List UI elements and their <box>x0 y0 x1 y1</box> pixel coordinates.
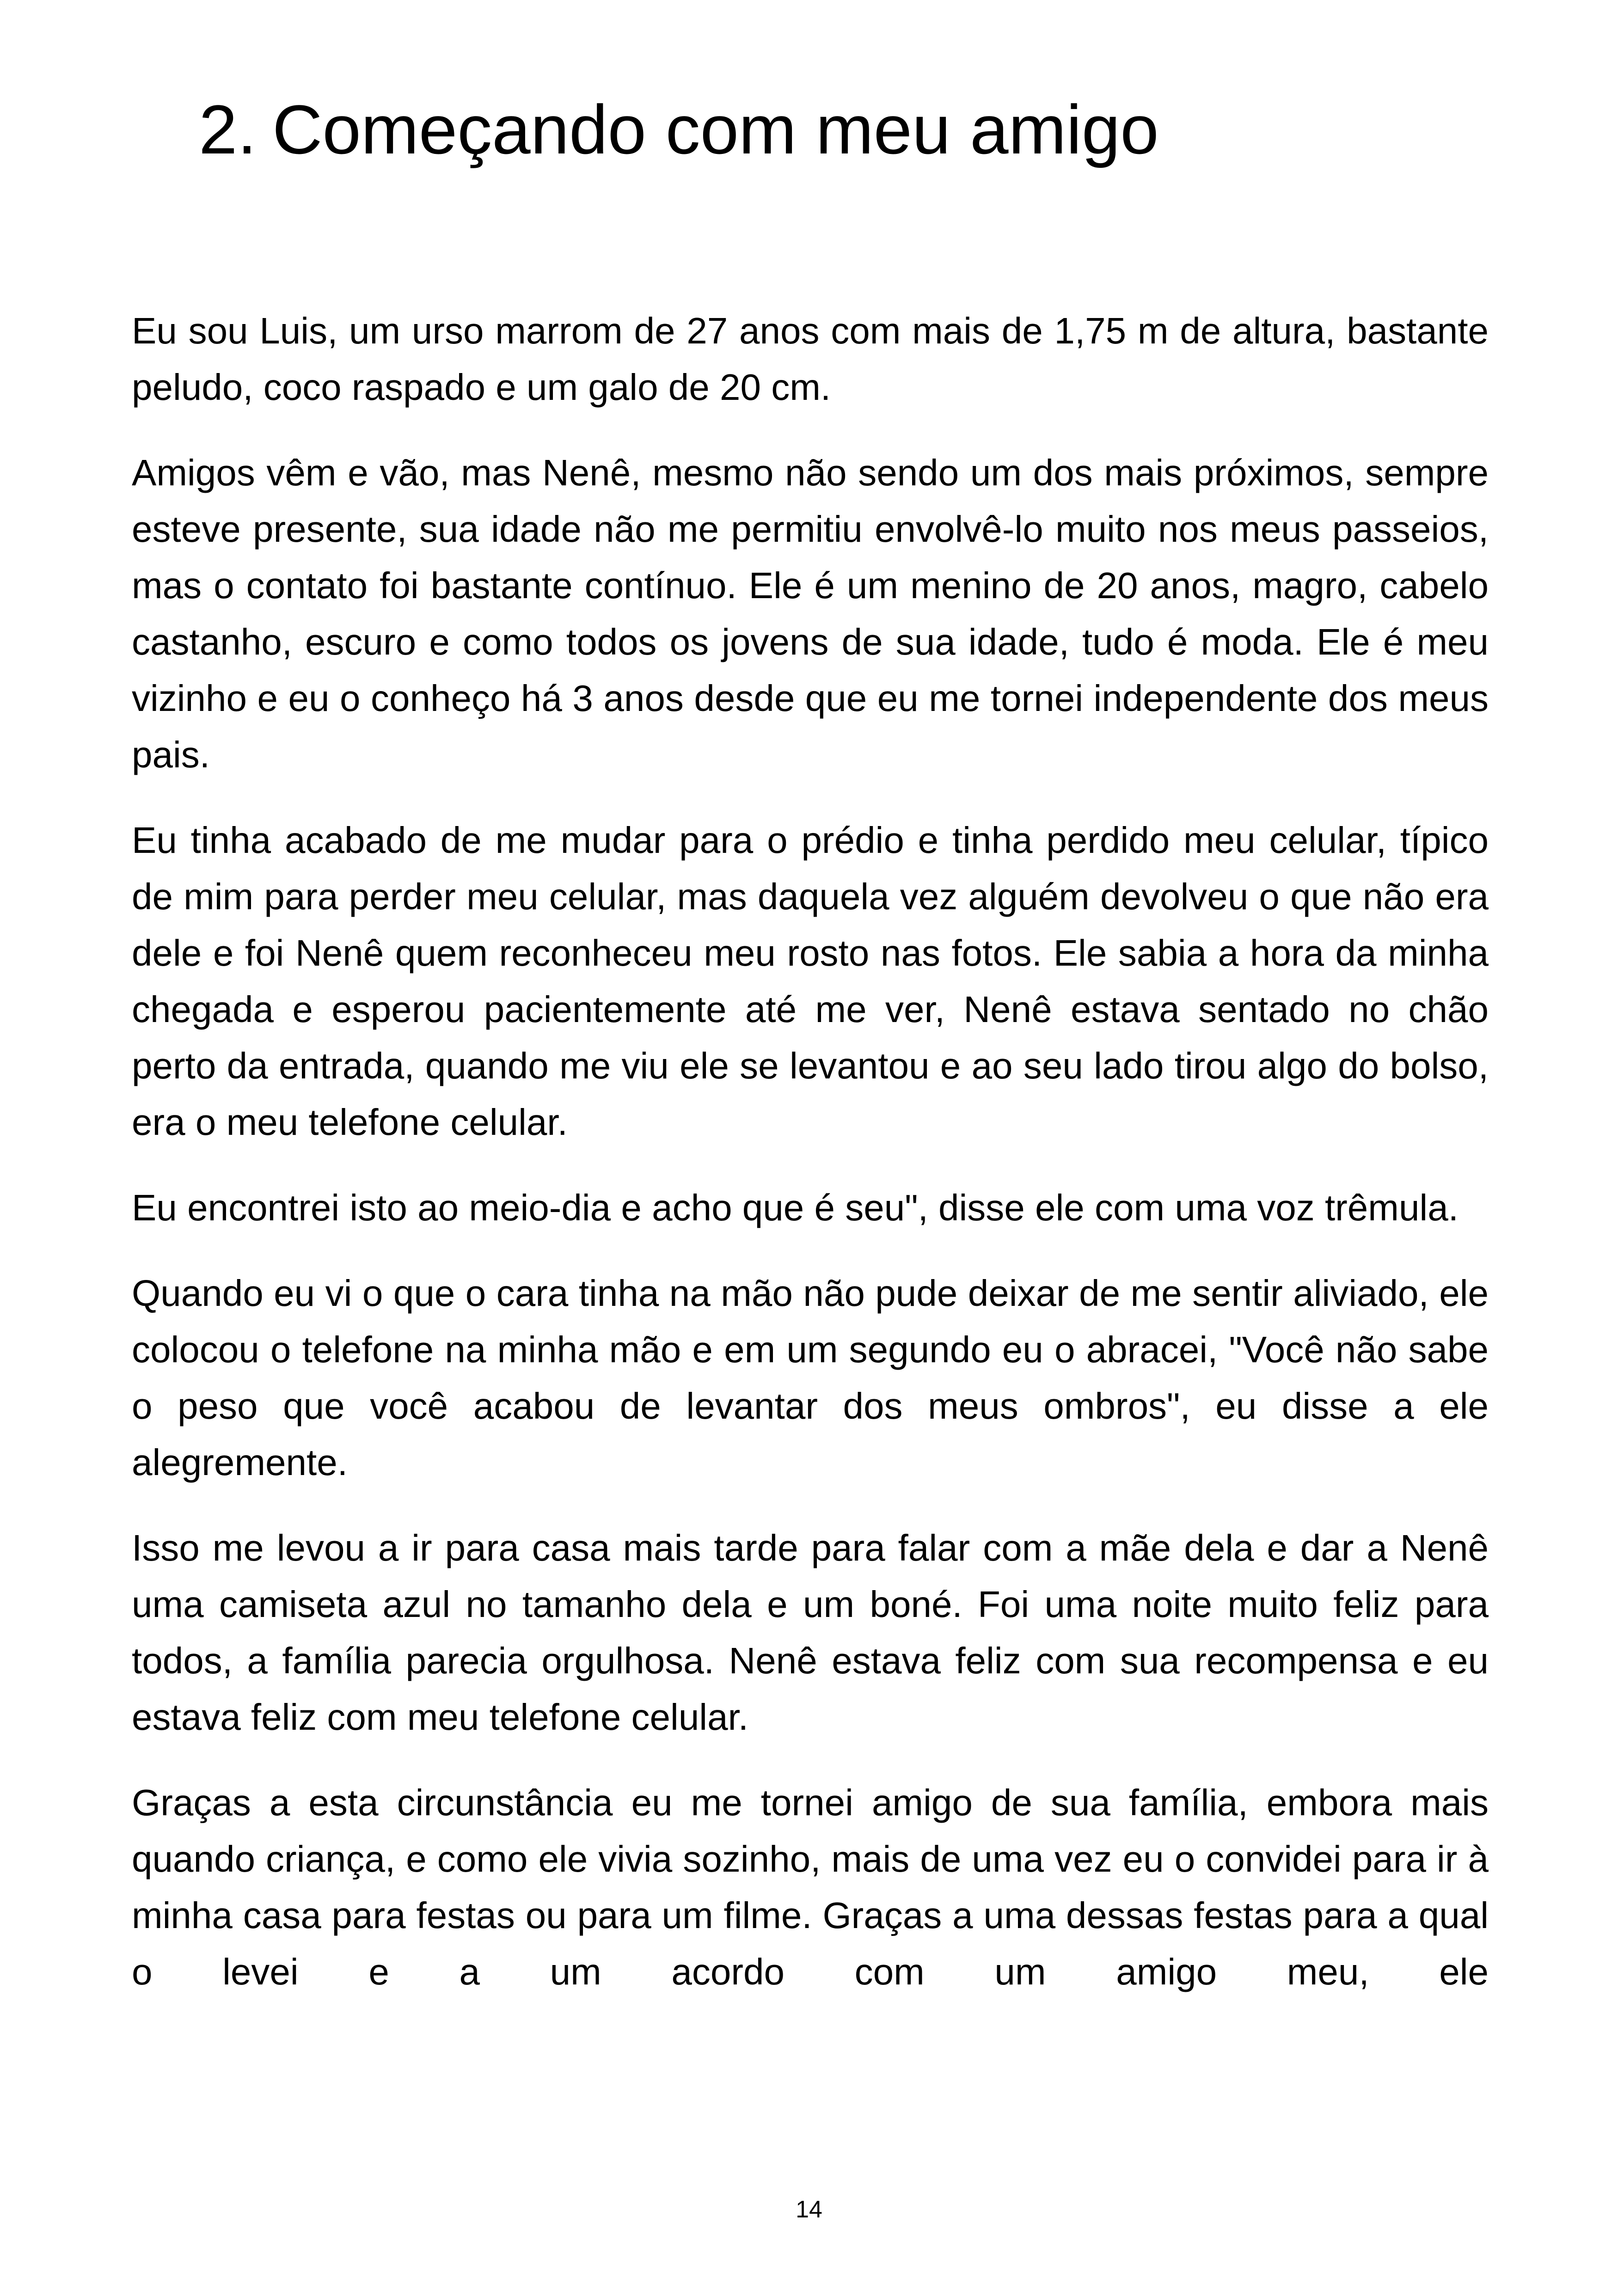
paragraph: Amigos vêm e vão, mas Nenê, mesmo não sendo um dos mais próximos, sempre esteve presente, sua idade não me permitiu envolvê-lo muito nos meus passeios, mas o contato foi bastante contínuo. Ele é um menino de 20 anos, magro, cabelo castanho, escuro e como todos os jovens de sua idade, tudo é moda. Ele é meu vizinho e eu o conheço há 3 anos desde que eu me tornei independente dos meus pais. <box>132 452 1489 775</box>
paragraph: Graças a esta circunstância eu me tornei amigo de sua família, embora mais quando criança, e como ele vivia sozinho, mais de uma vez eu o convidei para ir à minha casa para festas ou para um filme. Graças a uma dessas festas para a qual o levei e a um acordo com um amigo meu, ele <box>132 1782 1489 1992</box>
chapter-number: 2. <box>199 91 257 168</box>
chapter-body <box>132 303 1489 2029</box>
paragraph: Quando eu vi o que o cara tinha na mão não pude deixar de me sentir aliviado, ele colocou o telefone na minha mão e em um segundo eu o abracei, "Você não sabe o peso que você acabou de levantar dos meus ombros", eu disse a ele alegremente. <box>132 1273 1489 1483</box>
paragraph: Isso me levou a ir para casa mais tarde para falar com a mãe dela e dar a Nenê uma camiseta azul no tamanho dela e um boné. Foi uma noite muito feliz para todos, a família parecia orgulhosa. Nenê estava feliz com sua recompensa e eu estava feliz com meu telefone celular. <box>132 1527 1489 1738</box>
chapter-title: Começando com meu amigo <box>272 91 1159 168</box>
paragraph: Eu encontrei isto ao meio-dia e acho que é seu", disse ele com uma voz trêmula. <box>132 1187 1459 1228</box>
paragraph: Eu sou Luis, um urso marrom de 27 anos com mais de 1,75 m de altura, bastante peludo, coco raspado e um galo de 20 cm. <box>132 310 1489 408</box>
paragraph: Eu tinha acabado de me mudar para o prédio e tinha perdido meu celular, típico de mim para perder meu celular, mas daquela vez alguém devolveu o que não era dele e foi Nenê quem reconheceu meu rosto nas fotos. Ele sabia a hora da minha chegada e esperou pacientemente até me ver, Nenê estava sentado no chão perto da entrada, quando me viu ele se levantou e ao seu lado tirou algo do bolso, era o meu telefone celular. <box>132 820 1489 1143</box>
chapter-heading <box>199 86 1159 173</box>
page-number: 14 <box>796 2196 822 2223</box>
